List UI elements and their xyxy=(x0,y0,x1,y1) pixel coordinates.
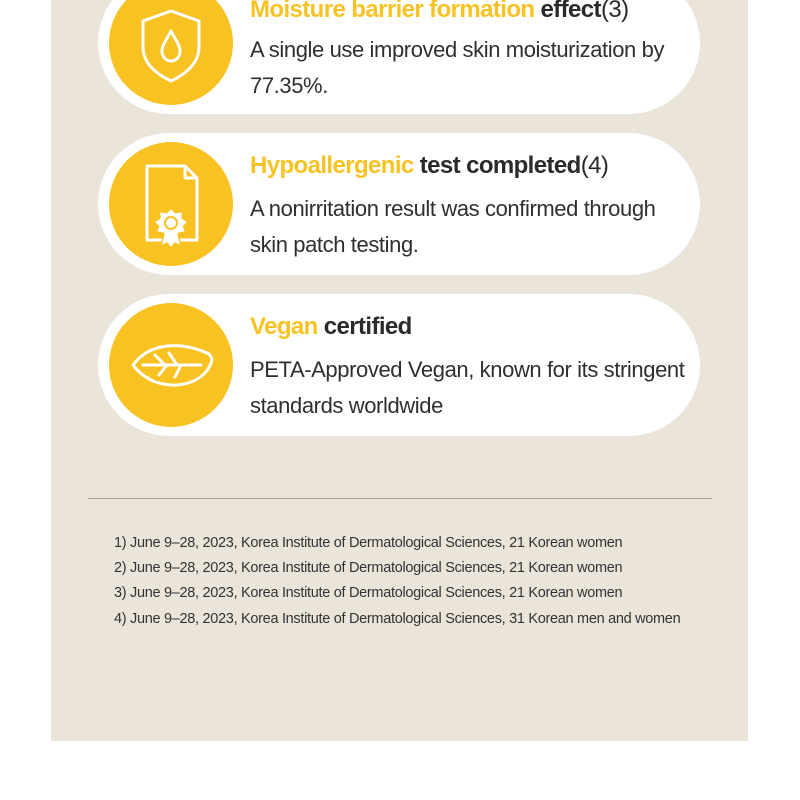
card-title-rest: effect xyxy=(534,0,601,23)
card-title xyxy=(250,152,608,180)
card-title xyxy=(250,313,412,341)
footnote-item: 4) June 9–28, 2023, Korea Institute of Dermatological Sciences, 31 Korean men and women xyxy=(114,610,681,627)
card-title-highlight: Vegan xyxy=(250,313,318,340)
card-title-highlight: Hypoallergenic xyxy=(250,152,414,179)
card-title-reference: (4) xyxy=(580,152,609,179)
card-title-rest: certified xyxy=(317,313,412,340)
feature-card-hypoallergenic xyxy=(98,133,700,275)
footnote-item: 1) June 9–28, 2023, Korea Institute of Dermatological Sciences, 21 Korean women xyxy=(114,535,623,551)
card-title xyxy=(250,0,629,24)
section-divider xyxy=(88,498,712,499)
footnotes xyxy=(114,531,680,632)
shield-droplet-icon xyxy=(109,0,233,105)
leaf-icon xyxy=(109,303,233,427)
card-title-highlight: Moisture barrier formation xyxy=(250,0,535,23)
card-title-rest: test completed xyxy=(413,152,581,179)
feature-card-vegan xyxy=(98,294,700,436)
footnote-item: 3) June 9–28, 2023, Korea Institute of Dermatological Sciences, 21 Korean women xyxy=(114,585,623,602)
certificate-document-icon xyxy=(109,142,233,266)
card-description: A single use improved skin moisturization by 77.35%. xyxy=(250,37,665,98)
footnote-item: 2) June 9–28, 2023, Korea Institute of Dermatological Sciences, 21 Korean women xyxy=(114,560,623,577)
feature-card-moisture xyxy=(98,0,700,114)
card-description: A nonirritation result was confirmed through skin patch testing. xyxy=(250,196,656,257)
card-title-reference: (3) xyxy=(600,0,629,23)
card-description: PETA-Approved Vegan, known for its stringent standards worldwide xyxy=(250,357,685,418)
